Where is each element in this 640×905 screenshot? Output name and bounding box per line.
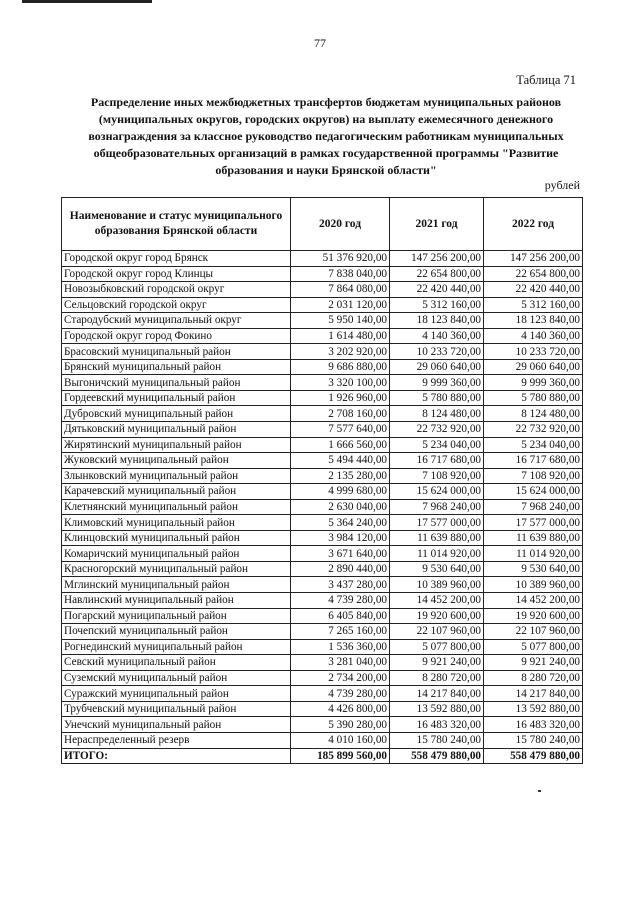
- row-2021-cell: 5 312 160,00: [390, 297, 484, 313]
- table-row: [62, 515, 583, 531]
- row-2021-cell: 147 256 200,00: [390, 251, 484, 267]
- table-label: Таблица 71: [516, 73, 576, 87]
- row-2021-cell: 16 717 680,00: [390, 453, 484, 469]
- row-2020-cell: 9 686 880,00: [291, 359, 390, 375]
- row-2022-cell: 22 107 960,00: [484, 624, 583, 640]
- row-2022-cell: 10 389 960,00: [484, 577, 583, 593]
- row-2022-cell: 5 312 160,00: [484, 297, 583, 313]
- row-2020-cell: 4 739 280,00: [291, 593, 390, 609]
- table-row: [62, 313, 583, 329]
- row-2022-cell: 4 140 360,00: [484, 328, 583, 344]
- row-name-cell: Клинцовский муниципальный район: [62, 530, 291, 546]
- table-row: [62, 577, 583, 593]
- row-2022-cell: 8 124 480,00: [484, 406, 583, 422]
- row-2020-cell: 3 202 920,00: [291, 344, 390, 360]
- row-2020-cell: 5 390 280,00: [291, 717, 390, 733]
- table-row: [62, 686, 583, 702]
- table-row: [62, 468, 583, 484]
- units-label: рублей: [544, 178, 580, 192]
- table-row: [62, 499, 583, 515]
- top-edge-line: [22, 0, 152, 3]
- row-name-cell: Красногорский муниципальный район: [62, 561, 291, 577]
- row-2022-cell: 29 060 640,00: [484, 359, 583, 375]
- row-2021-cell: 4 140 360,00: [390, 328, 484, 344]
- row-2021-cell: 17 577 000,00: [390, 515, 484, 531]
- row-2022-cell: 5 780 880,00: [484, 390, 583, 406]
- table-row: [62, 670, 583, 686]
- table-row: [62, 701, 583, 717]
- row-name-cell: Унечский муниципальный район: [62, 717, 291, 733]
- row-2020-cell: 2 890 440,00: [291, 561, 390, 577]
- row-2020-cell: 3 320 100,00: [291, 375, 390, 391]
- row-2022-cell: 16 717 680,00: [484, 453, 583, 469]
- row-2021-cell: 15 624 000,00: [390, 484, 484, 500]
- row-2022-cell: 16 483 320,00: [484, 717, 583, 733]
- row-name-cell: Выгоничский муниципальный район: [62, 375, 291, 391]
- total-label: ИТОГО:: [62, 748, 291, 764]
- row-2020-cell: 2 708 160,00: [291, 406, 390, 422]
- row-2020-cell: 3 671 640,00: [291, 546, 390, 562]
- row-2022-cell: 22 654 800,00: [484, 266, 583, 282]
- title-line: (муниципальных округов, городских округов) на выплату ежемесячного денежного: [98, 112, 554, 126]
- table-row: [62, 484, 583, 500]
- row-2022-cell: 14 217 840,00: [484, 686, 583, 702]
- document-title: [76, 94, 576, 179]
- row-name-cell: Дубровский муниципальный район: [62, 406, 291, 422]
- row-name-cell: Стародубский муниципальный округ: [62, 313, 291, 329]
- table-row: [62, 732, 583, 748]
- row-2020-cell: 7 838 040,00: [291, 266, 390, 282]
- column-header-2021: 2021 год: [390, 198, 484, 251]
- row-2021-cell: 7 968 240,00: [390, 499, 484, 515]
- row-2021-cell: 18 123 840,00: [390, 313, 484, 329]
- row-2022-cell: 9 999 360,00: [484, 375, 583, 391]
- row-2022-cell: 15 780 240,00: [484, 732, 583, 748]
- row-2021-cell: 10 233 720,00: [390, 344, 484, 360]
- row-2020-cell: 6 405 840,00: [291, 608, 390, 624]
- table-row: [62, 328, 583, 344]
- table-row: [62, 375, 583, 391]
- row-2022-cell: 15 624 000,00: [484, 484, 583, 500]
- row-name-cell: Севский муниципальный район: [62, 655, 291, 671]
- row-2021-cell: 8 124 480,00: [390, 406, 484, 422]
- row-2021-cell: 5 780 880,00: [390, 390, 484, 406]
- row-name-cell: Клетнянский муниципальный район: [62, 499, 291, 515]
- row-name-cell: Городской округ город Брянск: [62, 251, 291, 267]
- row-2022-cell: 9 530 640,00: [484, 561, 583, 577]
- row-2022-cell: 18 123 840,00: [484, 313, 583, 329]
- row-2020-cell: 2 135 280,00: [291, 468, 390, 484]
- table-row: [62, 297, 583, 313]
- row-2020-cell: 4 426 800,00: [291, 701, 390, 717]
- table-row: [62, 717, 583, 733]
- row-2022-cell: 10 233 720,00: [484, 344, 583, 360]
- transfers-table: [61, 197, 583, 764]
- row-name-cell: Брасовский муниципальный район: [62, 344, 291, 360]
- row-name-cell: Нераспределенный резерв: [62, 732, 291, 748]
- row-2022-cell: 8 280 720,00: [484, 670, 583, 686]
- table-row: [62, 561, 583, 577]
- row-2022-cell: 11 014 920,00: [484, 546, 583, 562]
- title-line: образования и науки Брянской области": [215, 163, 437, 177]
- row-2020-cell: 1 536 360,00: [291, 639, 390, 655]
- row-name-cell: Погарский муниципальный район: [62, 608, 291, 624]
- table-row: [62, 406, 583, 422]
- row-name-cell: Мглинский муниципальный район: [62, 577, 291, 593]
- row-2020-cell: 3 281 040,00: [291, 655, 390, 671]
- table-header-row: [62, 198, 583, 251]
- row-2020-cell: 5 494 440,00: [291, 453, 390, 469]
- table-row: [62, 453, 583, 469]
- row-name-cell: Трубчевский муниципальный район: [62, 701, 291, 717]
- row-2020-cell: 2 630 040,00: [291, 499, 390, 515]
- table-row: [62, 546, 583, 562]
- row-2020-cell: 7 864 080,00: [291, 282, 390, 298]
- row-2020-cell: 1 666 560,00: [291, 437, 390, 453]
- total-2021: 558 479 880,00: [390, 748, 484, 764]
- row-2020-cell: 7 265 160,00: [291, 624, 390, 640]
- stray-mark: [538, 790, 541, 792]
- row-2020-cell: 3 437 280,00: [291, 577, 390, 593]
- row-name-cell: Навлинский муниципальный район: [62, 593, 291, 609]
- row-2021-cell: 9 530 640,00: [390, 561, 484, 577]
- row-2020-cell: 5 364 240,00: [291, 515, 390, 531]
- row-2022-cell: 7 968 240,00: [484, 499, 583, 515]
- row-name-cell: Суземский муниципальный район: [62, 670, 291, 686]
- row-name-cell: Гордеевский муниципальный район: [62, 390, 291, 406]
- column-header-2022: 2022 год: [484, 198, 583, 251]
- row-2022-cell: 147 256 200,00: [484, 251, 583, 267]
- row-name-cell: Рогнединский муниципальный район: [62, 639, 291, 655]
- table-row: [62, 359, 583, 375]
- row-2020-cell: 7 577 640,00: [291, 422, 390, 438]
- table-row: [62, 251, 583, 267]
- row-2022-cell: 17 577 000,00: [484, 515, 583, 531]
- title-line: вознаграждения за классное руководство педагогическим работникам муниципальных: [88, 129, 564, 143]
- table-row: [62, 437, 583, 453]
- row-2021-cell: 16 483 320,00: [390, 717, 484, 733]
- row-2022-cell: 7 108 920,00: [484, 468, 583, 484]
- row-2021-cell: 22 420 440,00: [390, 282, 484, 298]
- row-2020-cell: 4 739 280,00: [291, 686, 390, 702]
- row-name-cell: Городской округ город Клинцы: [62, 266, 291, 282]
- row-name-cell: Суражский муниципальный район: [62, 686, 291, 702]
- row-name-cell: Жуковский муниципальный район: [62, 453, 291, 469]
- row-name-cell: Жирятинский муниципальный район: [62, 437, 291, 453]
- row-2022-cell: 22 420 440,00: [484, 282, 583, 298]
- row-2022-cell: 19 920 600,00: [484, 608, 583, 624]
- row-name-cell: Дятьковский муниципальный район: [62, 422, 291, 438]
- row-2021-cell: 5 077 800,00: [390, 639, 484, 655]
- row-2021-cell: 22 732 920,00: [390, 422, 484, 438]
- table-row: [62, 593, 583, 609]
- row-2021-cell: 10 389 960,00: [390, 577, 484, 593]
- row-2022-cell: 9 921 240,00: [484, 655, 583, 671]
- row-2021-cell: 7 108 920,00: [390, 468, 484, 484]
- row-2021-cell: 13 592 880,00: [390, 701, 484, 717]
- total-2022: 558 479 880,00: [484, 748, 583, 764]
- row-2021-cell: 22 107 960,00: [390, 624, 484, 640]
- table-row: [62, 422, 583, 438]
- table-row: [62, 282, 583, 298]
- row-2020-cell: 1 926 960,00: [291, 390, 390, 406]
- column-header-2020: 2020 год: [291, 198, 390, 251]
- row-2022-cell: 5 077 800,00: [484, 639, 583, 655]
- row-2021-cell: 15 780 240,00: [390, 732, 484, 748]
- row-2020-cell: 3 984 120,00: [291, 530, 390, 546]
- row-2021-cell: 11 014 920,00: [390, 546, 484, 562]
- row-2020-cell: 2 031 120,00: [291, 297, 390, 313]
- title-line: Распределение иных межбюджетных трансфертов бюджетам муниципальных районов: [90, 95, 562, 109]
- row-name-cell: Злынковский муниципальный район: [62, 468, 291, 484]
- row-2020-cell: 1 614 480,00: [291, 328, 390, 344]
- row-2021-cell: 29 060 640,00: [390, 359, 484, 375]
- row-name-cell: Новозыбковский городской округ: [62, 282, 291, 298]
- total-row: [62, 748, 583, 764]
- row-name-cell: Брянский муниципальный район: [62, 359, 291, 375]
- table-row: [62, 266, 583, 282]
- row-name-cell: Сельцовский городской округ: [62, 297, 291, 313]
- row-2020-cell: 51 376 920,00: [291, 251, 390, 267]
- row-2021-cell: 8 280 720,00: [390, 670, 484, 686]
- total-2020: 185 899 560,00: [291, 748, 390, 764]
- row-name-cell: Климовский муниципальный район: [62, 515, 291, 531]
- table-row: [62, 655, 583, 671]
- row-2020-cell: 4 010 160,00: [291, 732, 390, 748]
- table-row: [62, 608, 583, 624]
- row-2022-cell: 11 639 880,00: [484, 530, 583, 546]
- table-row: [62, 530, 583, 546]
- row-name-cell: Городской округ город Фокино: [62, 328, 291, 344]
- row-2021-cell: 9 921 240,00: [390, 655, 484, 671]
- column-header-name: Наименование и статус муниципального образования Брянской области: [62, 198, 291, 251]
- table-row: [62, 639, 583, 655]
- table-row: [62, 390, 583, 406]
- row-2022-cell: 5 234 040,00: [484, 437, 583, 453]
- row-2021-cell: 9 999 360,00: [390, 375, 484, 391]
- row-2020-cell: 4 999 680,00: [291, 484, 390, 500]
- row-2022-cell: 14 452 200,00: [484, 593, 583, 609]
- row-name-cell: Комаричский муниципальный район: [62, 546, 291, 562]
- row-2021-cell: 14 452 200,00: [390, 593, 484, 609]
- row-2021-cell: 19 920 600,00: [390, 608, 484, 624]
- row-2020-cell: 5 950 140,00: [291, 313, 390, 329]
- page-number: 77: [314, 36, 326, 50]
- row-2022-cell: 22 732 920,00: [484, 422, 583, 438]
- title-line: общеобразовательных организаций в рамках государственной программы "Развитие: [93, 146, 559, 160]
- row-2020-cell: 2 734 200,00: [291, 670, 390, 686]
- row-name-cell: Почепский муниципальный район: [62, 624, 291, 640]
- row-2021-cell: 14 217 840,00: [390, 686, 484, 702]
- table-row: [62, 344, 583, 360]
- row-name-cell: Карачевский муниципальный район: [62, 484, 291, 500]
- row-2021-cell: 5 234 040,00: [390, 437, 484, 453]
- table-row: [62, 624, 583, 640]
- row-2022-cell: 13 592 880,00: [484, 701, 583, 717]
- row-2021-cell: 22 654 800,00: [390, 266, 484, 282]
- table-body: [62, 251, 583, 764]
- row-2021-cell: 11 639 880,00: [390, 530, 484, 546]
